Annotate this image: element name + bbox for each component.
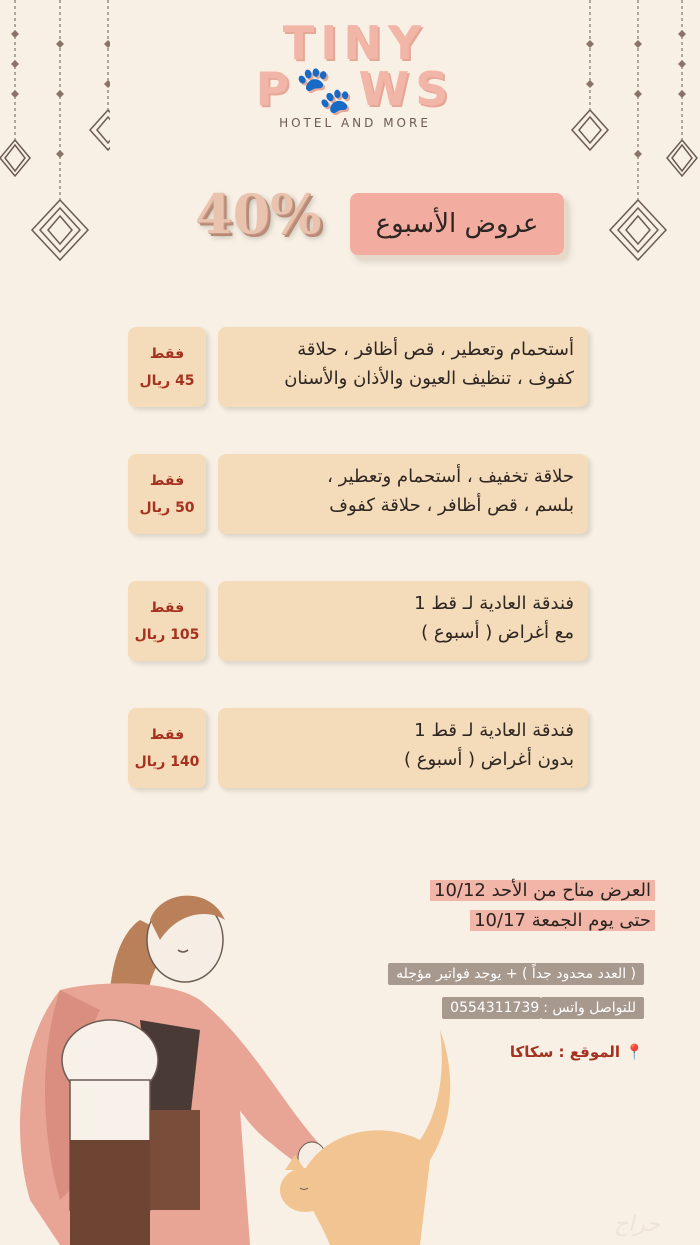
offer-card-4 — [218, 708, 588, 788]
brand-logo — [250, 16, 460, 130]
offer-price-2 — [128, 454, 206, 534]
woman-with-cat-illustration — [0, 880, 470, 1245]
location-pin-icon: 📍 — [625, 1043, 644, 1061]
price-value: 105 ريال — [134, 627, 200, 643]
offer-card-3 — [218, 581, 588, 661]
offer-card-2 — [218, 454, 588, 534]
watermark: حراج — [613, 1212, 660, 1237]
price-value: 140 ريال — [134, 754, 200, 770]
offer-price-4 — [128, 708, 206, 788]
contact-info — [442, 1000, 644, 1016]
offer-desc-line1: فندقة العادية لـ قط 1 — [414, 720, 574, 741]
offer-desc-line2: مع أغراض ( أسبوع ) — [421, 622, 574, 643]
offer-desc-line2: بدون أغراض ( أسبوع ) — [404, 749, 574, 770]
price-label: فقط — [149, 600, 185, 616]
price-value: 45 ريال — [139, 373, 195, 389]
offer-price-3 — [128, 581, 206, 661]
limited-note-text: ( العدد محدود جداً ) + يوجد فواتير مؤجله — [388, 963, 644, 985]
availability-start: العرض متاح من الأحد 10/12 — [430, 880, 655, 901]
offer-desc-line1: أستحمام وتعطير ، قص أظافر ، حلاقة — [297, 339, 574, 360]
offer-desc-line1: حلاقة تخفيف ، أستحمام وتعطير ، — [327, 466, 574, 487]
location-text: الموقع : سكاكا — [509, 1043, 621, 1061]
contact-label: للتواصل واتس : — [541, 997, 644, 1019]
offer-desc-line2: بلسم ، قص أظافر ، حلاقة كفوف — [329, 495, 574, 516]
price-label: فقط — [149, 346, 185, 362]
price-label: فقط — [149, 473, 185, 489]
offer-desc-line1: فندقة العادية لـ قط 1 — [414, 593, 574, 614]
hanging-lanterns-right — [570, 0, 700, 265]
brand-tagline: HOTEL AND MORE — [279, 116, 431, 130]
availability-end: حتى يوم الجمعة 10/17 — [470, 910, 655, 931]
brand-name-line1: TINY — [282, 16, 428, 70]
offer-card-1 — [218, 327, 588, 407]
weekly-offers-title: عروض الأسبوع — [350, 193, 564, 255]
price-value: 50 ريال — [139, 500, 195, 516]
hanging-lanterns-left — [0, 0, 110, 265]
offer-price-1 — [128, 327, 206, 407]
price-label: فقط — [149, 727, 185, 743]
brand-name-line2: P🐾WS — [255, 62, 455, 116]
contact-number[interactable]: 0554311739 — [442, 997, 541, 1019]
discount-badge: 40% — [195, 182, 322, 246]
offer-desc-line2: كفوف ، تنظيف العيون والأذان والأسنان — [284, 368, 574, 389]
location-info — [510, 1043, 644, 1061]
